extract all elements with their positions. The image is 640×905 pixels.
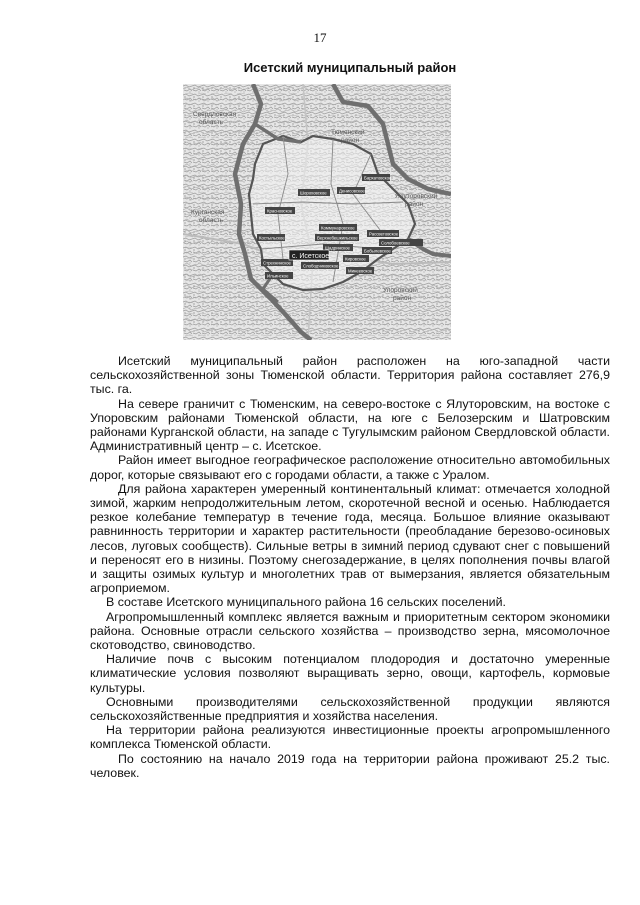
settlement-label <box>257 234 285 241</box>
settlement-label <box>362 247 392 254</box>
region-label-tyumen: Тюменский <box>331 129 365 136</box>
svg-text:Красновское: Красновское <box>267 208 293 214</box>
paragraph: По состоянию на начало 2019 года на территории района проживают 25.2 тыс. человек. <box>90 751 610 780</box>
district-map <box>183 84 451 340</box>
settlement-label <box>379 239 423 246</box>
settlement-label <box>265 207 295 214</box>
svg-text:Слободчиковское: Слободчиковское <box>303 263 339 269</box>
settlement-label <box>301 262 339 269</box>
svg-text:район: район <box>405 201 424 208</box>
svg-text:Бобылевское: Бобылевское <box>364 248 391 254</box>
settlement-label <box>265 272 293 279</box>
settlement-label <box>261 259 293 266</box>
svg-text:Ильинское: Ильинское <box>267 273 289 279</box>
paragraph: Агропромышленный комплекс является важным и приоритетным сектором экономики района. Основные отрасли сельского хозяйства – производство зерна, мясомолочное скотоводство, свиноводство. <box>90 609 610 653</box>
settlement-label <box>362 174 392 181</box>
paragraph: Основными производителями сельскохозяйственной продукции являются сельскохозяйственные предприятия и хозяйства населения. <box>90 694 610 724</box>
svg-text:район: район <box>393 295 412 302</box>
settlement-label <box>346 267 374 274</box>
settlement-label <box>367 230 399 237</box>
svg-text:Рассветовское: Рассветовское <box>369 231 399 237</box>
paragraph: Исетский муниципальный район расположен на юго-западной части сельскохозяйственной зоны Тюменской области. Территория района составляет 276,9 тыс. га. <box>90 354 610 397</box>
region-label-sverdlovsk: Свердловская <box>193 111 237 118</box>
settlement-label <box>315 234 359 241</box>
paragraph: На севере граничит с Тюменским, на северо-востоке с Ялуторовским, на востоке с Упоровским районами Тюменской области, на юге с Белозерским и Шатровским районами Курганской области, на западе с Тугулымским районом Свердловской области. Административный центр – с. Исетское. <box>90 396 610 454</box>
svg-text:Стрехнинское: Стрехнинское <box>263 260 291 266</box>
center-label <box>289 250 329 260</box>
svg-text:Денисовское: Денисовское <box>339 188 365 194</box>
paragraph: Наличие почв с высоким потенциалом плодородия и достаточно умеренные климатические условия позволяют выращивать зерно, овощи, картофель, кормовые культуры. <box>90 652 610 695</box>
svg-text:Шадринское: Шадринское <box>325 245 350 251</box>
paragraph: Район имеет выгодное географическое расположение относительно автомобильных дорог, которые связывают его с городами области, а также с Уралом. <box>90 453 610 482</box>
region-label-yalutorovsk: Ялуторовский <box>395 193 438 200</box>
svg-text:Бархатовское: Бархатовское <box>364 175 392 181</box>
svg-text:Верхнебешкильское: Верхнебешкильское <box>317 235 358 241</box>
svg-text:область: область <box>199 217 224 224</box>
svg-text:Кировское: Кировское <box>345 256 366 262</box>
svg-text:Минеевское: Минеевское <box>348 268 373 274</box>
svg-text:район: район <box>341 137 360 144</box>
paragraph: Для района характерен умеренный континентальный климат: отмечается холодной зимой, жарким непродолжительным летом, скоротечной весной и осенью. Наблюдается резкое колебание температур в течение года, месяца. Большое влияние оказывают равнинность территории и характер растительности (преобладание березово-осиновых лесов, луговых сообществ). Сильные ветры в зимний период сдувают снег с повышений и переносят его в низины. Поэтому снегозадержание, в целях пополнения почвы влагой и защиты озимых культур и многолетних трав от вымерзания, является обязательным агроприемом. <box>90 481 610 596</box>
svg-text:с. Исетское: с. Исетское <box>292 253 330 260</box>
svg-text:Коммунаровское: Коммунаровское <box>321 225 355 231</box>
page-number: 17 <box>313 30 327 45</box>
svg-text:Шороховское: Шороховское <box>300 190 327 196</box>
paragraph: В составе Исетского муниципального района 16 сельских поселений. <box>106 595 506 610</box>
svg-text:область: область <box>199 119 224 126</box>
settlement-label <box>319 224 357 231</box>
settlement-label <box>298 189 330 196</box>
paragraph: На территории района реализуются инвестиционные проекты агропромышленного комплекса Тюменской области. <box>90 723 610 752</box>
settlement-label <box>343 255 369 262</box>
page-title: Исетский муниципальный район <box>243 60 457 75</box>
svg-text:Солобоевское: Солобоевское <box>381 240 410 246</box>
settlement-label <box>337 187 365 194</box>
region-label-uporovo: Упоровский <box>383 287 418 294</box>
svg-text:Костыльское: Костыльское <box>259 235 285 241</box>
body-text <box>90 354 610 780</box>
region-label-kurgan: Курганская <box>191 209 225 216</box>
